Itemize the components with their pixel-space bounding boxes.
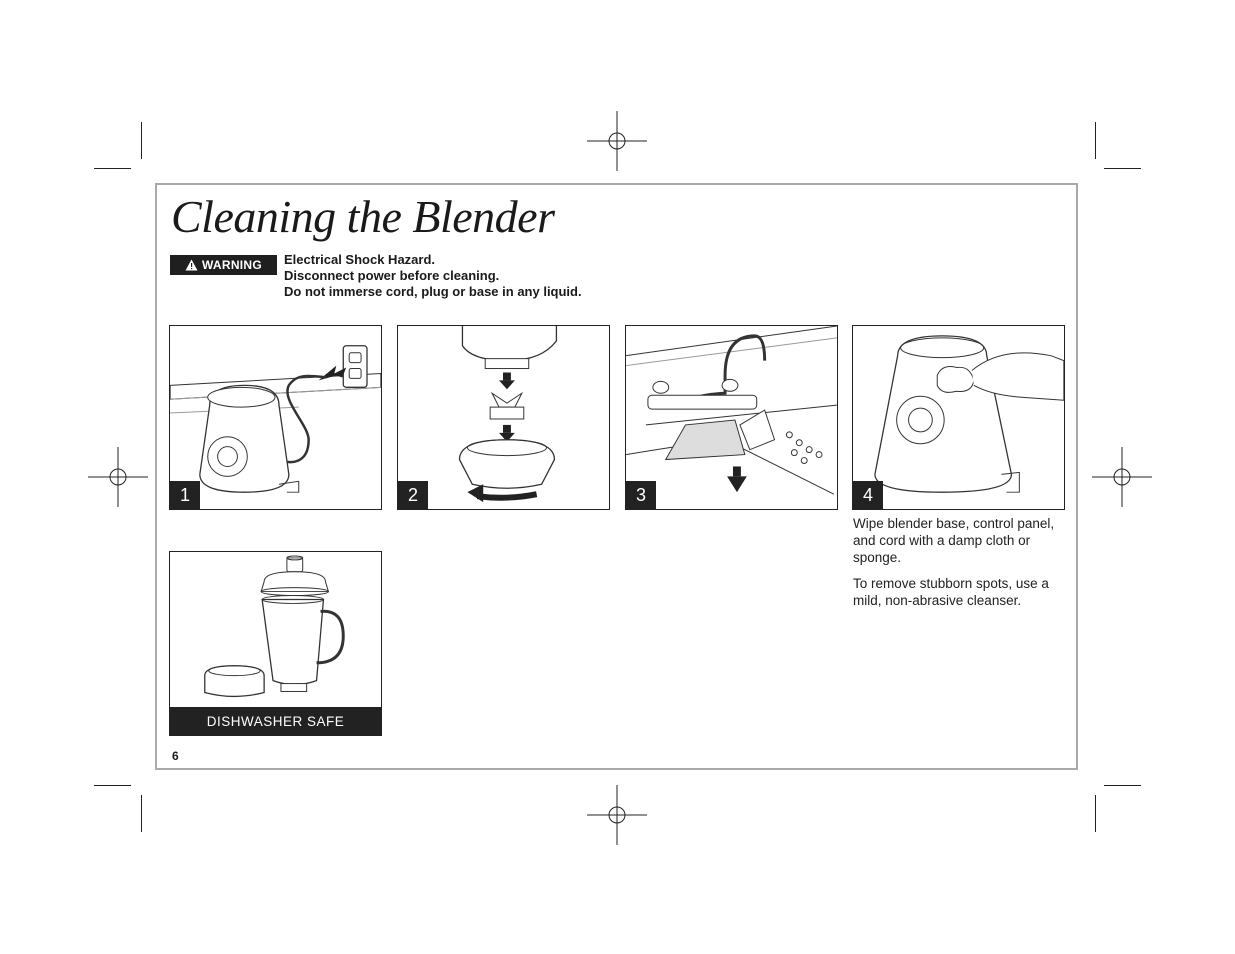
step-number: 1 [170, 481, 200, 509]
step-2-illustration [397, 325, 610, 510]
registration-mark-icon [587, 111, 647, 171]
crop-mark [1095, 122, 1096, 159]
unplug-blender-illustration [170, 326, 381, 509]
crop-mark [94, 168, 131, 169]
page-title: Cleaning the Blender [171, 191, 555, 242]
dishwasher-safe-label: DISHWASHER SAFE [170, 707, 381, 735]
wash-blade-illustration [626, 326, 837, 509]
crop-mark [94, 785, 131, 786]
page-number: 6 [172, 749, 179, 763]
step-4-caption [853, 515, 1068, 609]
dishwasher-safe-illustration [169, 551, 382, 736]
warning-line: Do not immerse cord, plug or base in any liquid. [284, 284, 582, 299]
crop-mark [1095, 795, 1096, 832]
caption-paragraph: Wipe blender base, control panel, and cord with a damp cloth or sponge. [853, 516, 1055, 565]
step-number: 3 [626, 481, 656, 509]
warning-badge [170, 255, 277, 275]
step-number: 4 [853, 481, 883, 509]
warning-text [284, 252, 582, 300]
registration-mark-icon [1092, 447, 1152, 507]
crop-mark [141, 795, 142, 832]
step-1-illustration [169, 325, 382, 510]
registration-mark-icon [88, 447, 148, 507]
crop-mark [141, 122, 142, 159]
warning-line: Electrical Shock Hazard. [284, 252, 436, 267]
step-4-illustration [852, 325, 1065, 510]
caption-paragraph: To remove stubborn spots, use a mild, non-abrasive cleanser. [853, 576, 1049, 608]
step-3-illustration [625, 325, 838, 510]
wipe-base-illustration [853, 326, 1064, 509]
crop-mark [1104, 168, 1141, 169]
disassemble-jar-illustration [398, 326, 609, 509]
crop-mark [1104, 785, 1141, 786]
warning-badge-label: WARNING [201, 258, 263, 272]
warning-triangle-icon [185, 259, 198, 271]
registration-mark-icon [587, 785, 647, 845]
warning-line: Disconnect power before cleaning. [284, 268, 500, 283]
step-number: 2 [398, 481, 428, 509]
